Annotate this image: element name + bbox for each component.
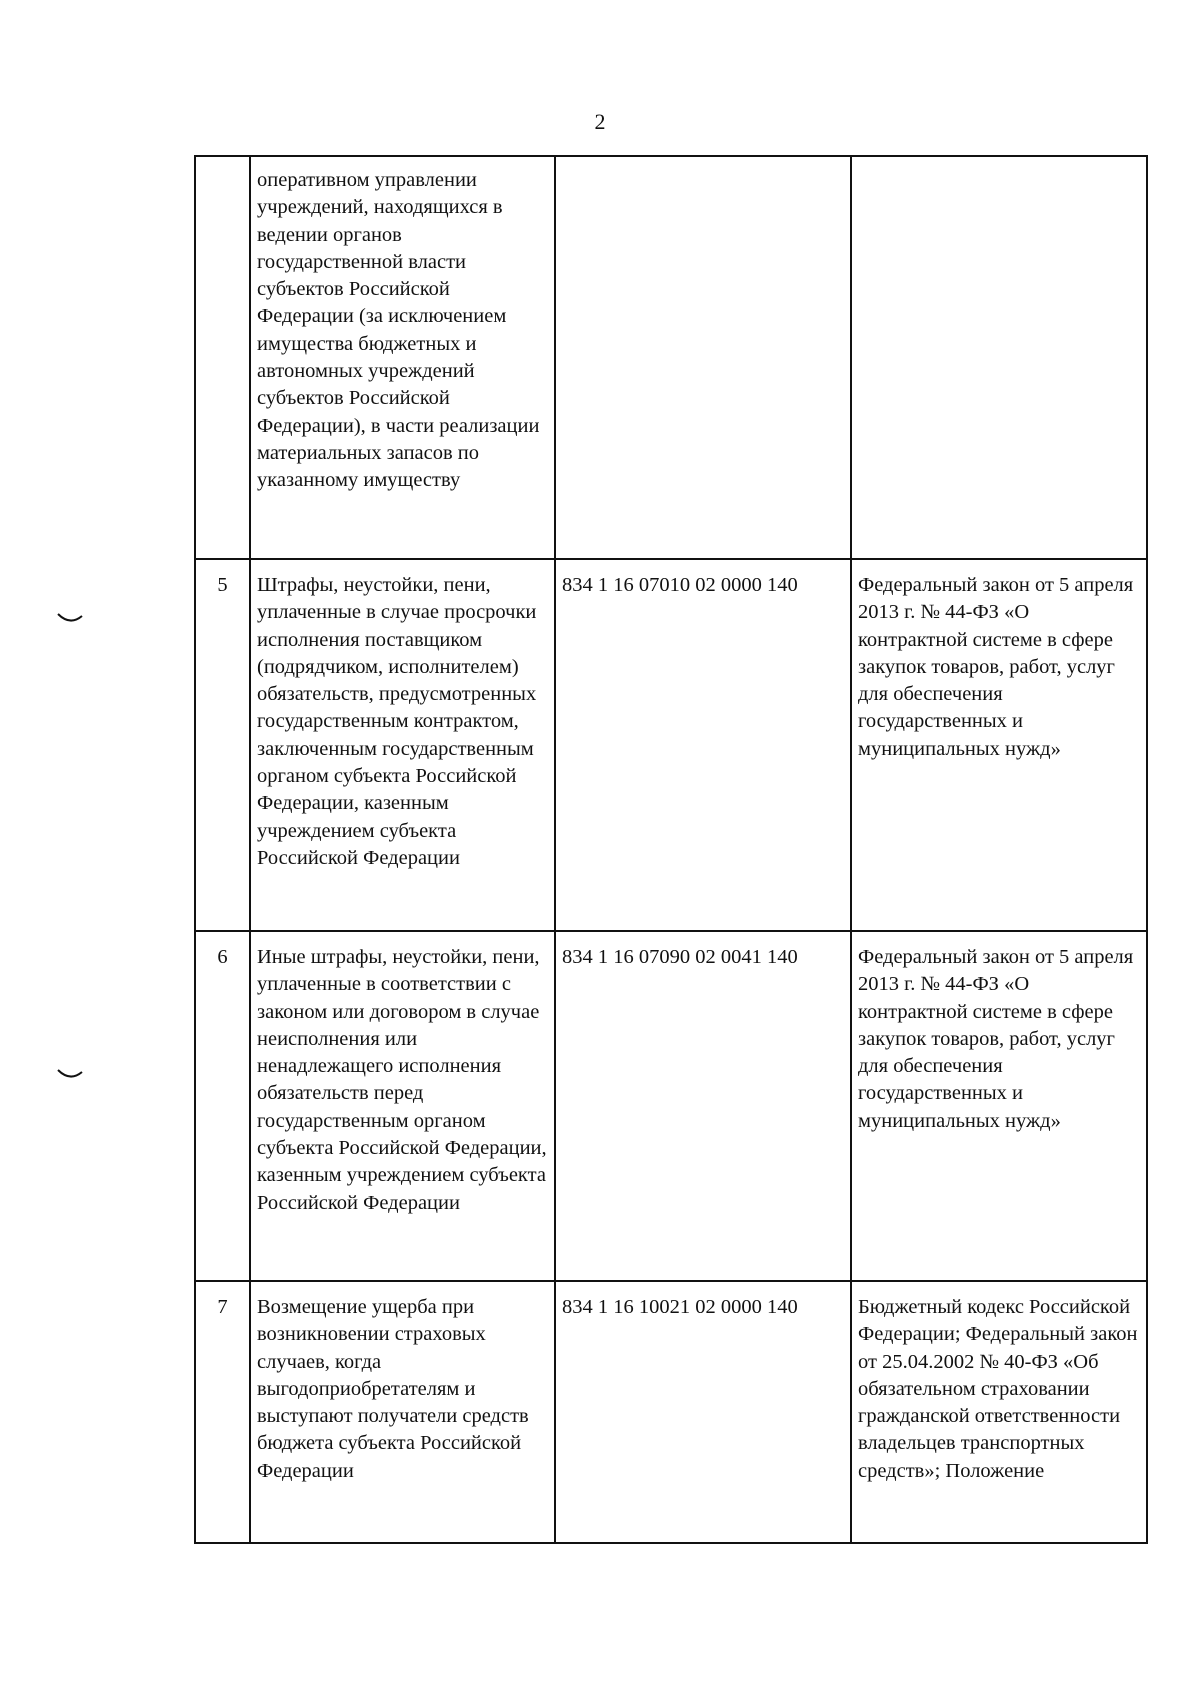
code-cell: 834 1 16 10021 02 0000 140 xyxy=(555,1281,851,1543)
description-cell: Штрафы, неустойки, пени, уплаченные в случае просрочки исполнения поставщиком (подрядчиком, исполнителем) обязательств, предусмотренных государственным контрактом, заключенным государственным органом субъекта Российской Федерации, казенным учреждением субъекта Российской Федерации xyxy=(250,559,555,931)
row-number-cell: 7 xyxy=(195,1281,250,1543)
code-cell xyxy=(555,156,851,559)
margin-bracket-mark xyxy=(56,612,84,626)
legal-basis-cell: Федеральный закон от 5 апреля 2013 г. № 44-ФЗ «О контрактной системе в сфере закупок товаров, работ, услуг для обеспечения государственных и муниципальных нужд» xyxy=(851,559,1147,931)
table-row xyxy=(195,1281,1147,1543)
row-number-cell: 6 xyxy=(195,931,250,1281)
description-cell: оперативном управлении учреждений, находящихся в ведении органов государственной власти субъектов Российской Федерации (за исключением имущества бюджетных и автономных учреждений субъектов Российской Федерации), в части реализации материальных запасов по указанному имуществу xyxy=(250,156,555,559)
legal-basis-cell xyxy=(851,156,1147,559)
description-cell: Возмещение ущерба при возникновении страховых случаев, когда выгодоприобретателям и выступают получатели средств бюджета субъекта Российской Федерации xyxy=(250,1281,555,1543)
table-row xyxy=(195,559,1147,931)
row-number-cell xyxy=(195,156,250,559)
revenue-codes-table xyxy=(194,155,1148,1544)
table-row xyxy=(195,156,1147,559)
legal-basis-cell: Федеральный закон от 5 апреля 2013 г. № 44-ФЗ «О контрактной системе в сфере закупок товаров, работ, услуг для обеспечения государственных и муниципальных нужд» xyxy=(851,931,1147,1281)
row-number-cell: 5 xyxy=(195,559,250,931)
description-cell: Иные штрафы, неустойки, пени, уплаченные в соответствии с законом или договором в случае неисполнения или ненадлежащего исполнения обязательств перед государственным органом субъекта Российской Федерации, казенным учреждением субъекта Российской Федерации xyxy=(250,931,555,1281)
table-row xyxy=(195,931,1147,1281)
margin-bracket-mark xyxy=(56,1068,84,1082)
page-number: 2 xyxy=(594,109,606,134)
code-cell: 834 1 16 07090 02 0041 140 xyxy=(555,931,851,1281)
code-cell: 834 1 16 07010 02 0000 140 xyxy=(555,559,851,931)
legal-basis-cell: Бюджетный кодекс Российской Федерации; Федеральный закон от 25.04.2002 № 40-ФЗ «Об обязательном страховании гражданской ответственности владельцев транспортных средств»; Положение xyxy=(851,1281,1147,1543)
